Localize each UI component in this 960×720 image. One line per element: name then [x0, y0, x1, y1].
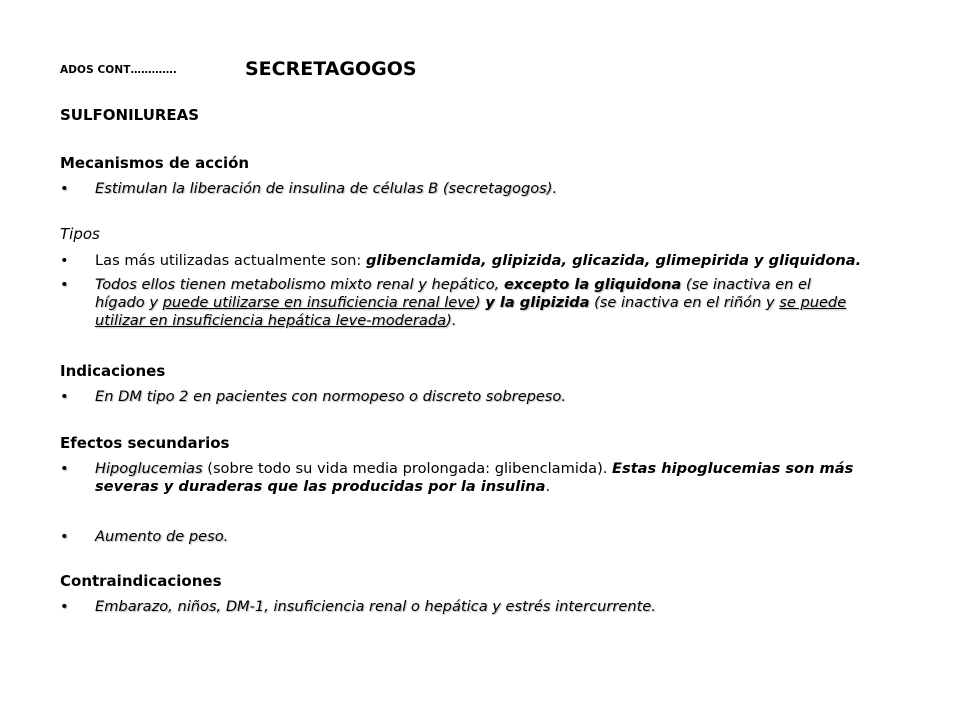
section-sulfonilureas: SULFONILUREAS [60, 106, 200, 124]
bullet-icon: • [60, 528, 69, 545]
heading-contraindicaciones: Contraindicaciones [60, 572, 222, 590]
efectos-part: (sobre todo su vida media prolongada: glibenclamida). [202, 460, 613, 477]
tipos-drug-list: glibenclamida, glipizida, glicazida, glimepirida y gliquidona. [365, 252, 862, 269]
contraindicaciones-text: Embarazo, niños, DM-1, insuficiencia renal o hepática y estrés intercurrente. [95, 598, 656, 615]
heading-efectos: Efectos secundarios [60, 434, 230, 452]
tipos-plain-text: Las más utilizadas actualmente son: [95, 252, 366, 269]
tipos-b2-part: hígado y [95, 294, 163, 311]
mecanismos-text: Estimulan la liberación de insulina de células B (secretagogos). [95, 180, 558, 197]
list-item-efectos-1 [60, 460, 920, 500]
indicaciones-text: En DM tipo 2 en pacientes con normopeso o discreto sobrepeso. [95, 388, 566, 405]
list-item-tipos-2 [60, 276, 920, 336]
tipos-text-1 [95, 252, 925, 270]
tipos-b2-emph: y la glipizida [485, 294, 590, 311]
efectos-text-1 [95, 460, 925, 496]
page-title: SECRETAGOGOS [245, 58, 417, 80]
efectos-emph: severas y duraderas que las producidas por la insulina [95, 478, 546, 495]
bullet-icon: • [60, 460, 69, 477]
header-small-text: ADOS CONT…………. [60, 64, 177, 76]
efectos-hipoglucemias: Hipoglucemias [95, 460, 203, 477]
tipos-b2-underlined: puede utilizarse en insuficiencia renal leve [162, 294, 475, 311]
tipos-b2-underlined: se puede [779, 294, 847, 311]
bullet-icon: • [60, 252, 69, 269]
list-item-efectos-2 [60, 528, 920, 548]
tipos-b2-part: (se inactiva en el riñón y [589, 294, 780, 311]
heading-mecanismos: Mecanismos de acción [60, 154, 250, 172]
heading-indicaciones: Indicaciones [60, 362, 166, 380]
tipos-b2-part: ) [474, 294, 486, 311]
bullet-icon: • [60, 180, 69, 197]
efectos-text-2: Aumento de peso. [95, 528, 229, 545]
bullet-icon: • [60, 388, 69, 405]
tipos-b2-emph: excepto la gliquidona [503, 276, 682, 293]
bullet-icon: • [60, 598, 69, 615]
list-item-mecanismos-1 [60, 180, 920, 200]
list-item-indicaciones-1 [60, 388, 920, 408]
tipos-b2-part: ). [446, 312, 457, 329]
tipos-text-2 [95, 276, 925, 330]
list-item-tipos-1 [60, 252, 920, 272]
bullet-icon: • [60, 276, 69, 293]
efectos-part: . [545, 478, 551, 495]
list-item-contraindicaciones-1 [60, 598, 920, 618]
tipos-b2-part: (se inactiva en el [681, 276, 811, 293]
tipos-b2-underlined: utilizar en insuficiencia hepática leve-moderada [95, 312, 447, 329]
tipos-b2-part: Todos ellos tienen metabolismo mixto renal y hepático, [95, 276, 504, 293]
efectos-emph: Estas hipoglucemias son más [612, 460, 854, 477]
heading-tipos: Tipos [60, 225, 100, 243]
